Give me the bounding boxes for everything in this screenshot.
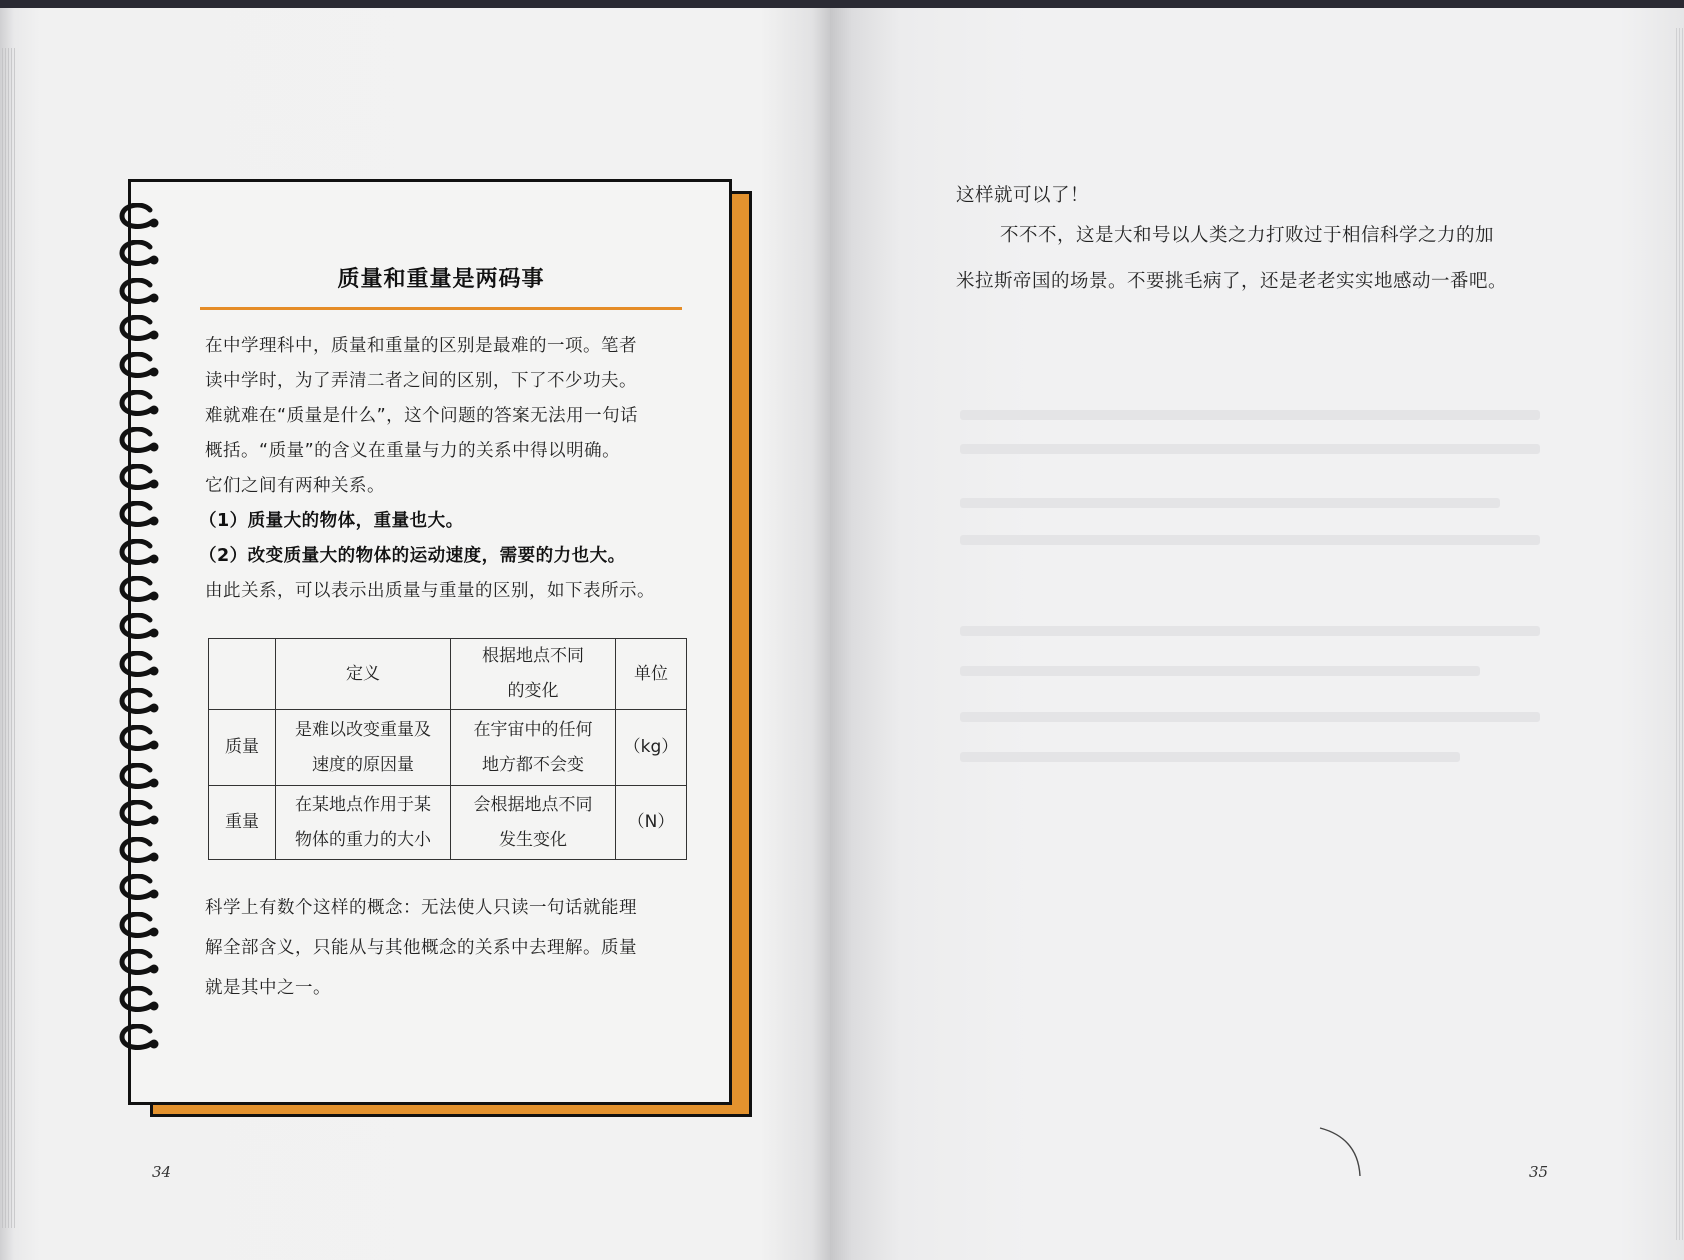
- spiral-ring: [118, 874, 162, 904]
- spiral-ring: [118, 501, 162, 531]
- row-variation: 在宇宙中的任何 地方都不会变: [451, 710, 616, 786]
- header-cell: 单位: [616, 639, 687, 710]
- row-variation: 会根据地点不同 发生变化: [451, 786, 616, 860]
- page-number-right: 35: [1529, 1163, 1549, 1181]
- right-line-2: 不不不，这是大和号以人类之力打败过于相信科学之力的加: [1000, 225, 1495, 246]
- bleed-through: [960, 444, 1540, 454]
- bleed-through: [960, 410, 1540, 420]
- closing-line: 科学上有数个这样的概念：无法使人只读一句话就能理: [205, 898, 637, 918]
- right-line-3: 米拉斯帝国的场景。不要挑毛病了，还是老老实实地感动一番吧。: [956, 271, 1508, 292]
- bleed-through: [960, 626, 1540, 636]
- row-unit: （kg）: [616, 710, 687, 786]
- table-row: [209, 786, 687, 860]
- table-intro: 由此关系，可以表示出质量与重量的区别，如下表所示。: [205, 581, 655, 601]
- page-edge-lines-right: [1676, 28, 1684, 1240]
- spiral-ring: [118, 539, 162, 569]
- pencil-mark: [1310, 1120, 1370, 1180]
- spiral-ring: [118, 427, 162, 457]
- header-cell: 根据地点不同 的变化: [451, 639, 616, 710]
- spiral-ring: [118, 763, 162, 793]
- relation-1: （1）质量大的物体，重量也大。: [199, 511, 464, 531]
- spiral-ring: [118, 464, 162, 494]
- closing-paragraph: [205, 888, 705, 1008]
- row-definition: 在某地点作用于某 物体的重力的大小: [276, 786, 451, 860]
- spiral-ring: [118, 837, 162, 867]
- intro-line: 读中学时，为了弄清二者之间的区别，下了不少功夫。: [205, 371, 637, 391]
- row-name: 重量: [209, 786, 276, 860]
- table-row: [209, 710, 687, 786]
- spiral-ring: [118, 688, 162, 718]
- spiral-ring: [118, 800, 162, 830]
- intro-line: 在中学理科中，质量和重量的区别是最难的一项。笔者: [205, 336, 637, 356]
- closing-line: 解全部含义，只能从与其他概念的关系中去理解。质量: [205, 938, 637, 958]
- row-definition: 是难以改变重量及 速度的原因量: [276, 710, 451, 786]
- spiral-ring: [118, 315, 162, 345]
- intro-line: 难就难在“质量是什么”，这个问题的答案无法用一句话: [205, 406, 639, 426]
- bleed-through: [960, 712, 1540, 722]
- closing-line: 就是其中之一。: [205, 978, 331, 998]
- intro-line: 概括。“质量”的含义在重量与力的关系中得以明确。: [205, 441, 621, 461]
- spiral-ring: [118, 352, 162, 382]
- row-name: 质量: [209, 710, 276, 786]
- bleed-through: [960, 535, 1540, 545]
- relation-2: （2）改变质量大的物体的运动速度，需要的力也大。: [199, 546, 626, 566]
- spiral-ring: [118, 912, 162, 942]
- right-line-1: 这样就可以了！: [956, 185, 1090, 206]
- bleed-through: [960, 666, 1480, 676]
- spiral-ring: [118, 613, 162, 643]
- row-unit: （N）: [616, 786, 687, 860]
- spiral-ring: [118, 949, 162, 979]
- intro-paragraph: [199, 329, 705, 609]
- comparison-table: [208, 638, 687, 860]
- spiral-ring: [118, 725, 162, 755]
- table-header-row: [209, 639, 687, 710]
- spiral-ring: [118, 986, 162, 1016]
- bleed-through: [960, 498, 1500, 508]
- spiral-ring: [118, 651, 162, 681]
- header-cell: 定义: [276, 639, 451, 710]
- spiral-ring: [118, 1024, 162, 1054]
- box-title: 质量和重量是两码事: [337, 267, 545, 292]
- title-underline: [200, 307, 682, 310]
- bleed-through: [960, 752, 1460, 762]
- spiral-ring: [118, 390, 162, 420]
- spiral-ring: [118, 576, 162, 606]
- spiral-ring: [118, 203, 162, 233]
- page-edge-lines: [2, 48, 16, 1228]
- header-cell: [209, 639, 276, 710]
- page-number-left: 34: [152, 1163, 172, 1181]
- intro-line: 它们之间有两种关系。: [205, 476, 385, 496]
